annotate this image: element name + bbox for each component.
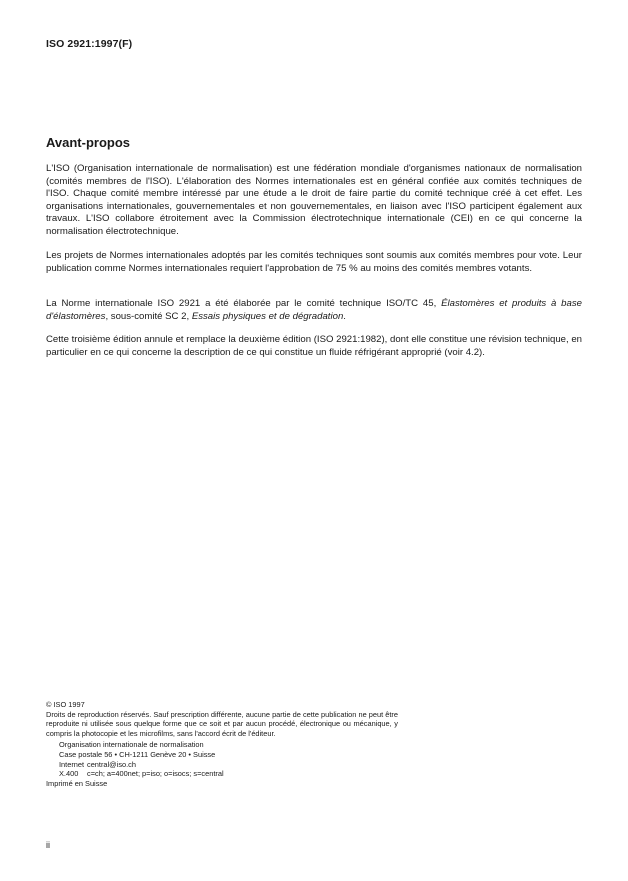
copyright-notice: © ISO 1997 (46, 700, 85, 709)
document-reference: ISO 2921:1997(F) (46, 38, 133, 50)
p3-text-end: . (343, 310, 346, 322)
x400-value: c=ch; a=400net; p=iso; o=isocs; s=central (87, 769, 224, 779)
p3-text-start: La Norme internationale ISO 2921 a été élaborée par le comité technique ISO/TC 45, (46, 298, 442, 309)
section-title: Avant-propos (46, 135, 131, 150)
subcommittee-title: Essais physiques et de dégradation (191, 310, 344, 322)
p3-text-mid: , sous-comité SC 2, (105, 310, 192, 322)
x400-row (59, 769, 398, 779)
page-number: ii (46, 840, 50, 850)
internet-value: central@iso.ch (87, 759, 136, 769)
rights-statement: Droits de reproduction réservés. Sauf prescription différente, aucune partie de cette publication ne peut être reproduite ni utilisée sous quelque forme que ce soit et par aucun procédé, électronique ou mécanique, y compris la photocopie et les microfilms, sans l'accord écrit de l'éditeur. (46, 709, 398, 738)
printed-in: Imprimé en Suisse (46, 778, 108, 788)
internet-row (59, 760, 398, 770)
foreword-paragraph-3 (46, 298, 582, 323)
foreword-paragraph-1: L'ISO (Organisation internationale de normalisation) est une fédération mondiale d'organismes nationaux de normalisation (comités membres de l'ISO). L'élaboration des Normes internationales est en général confiée aux comités techniques de l'ISO. Chaque comité membre intéressé par une étude a le droit de faire partie du comité technique créé à cet effet. Les organisations internationales, gouvernementales et non gouvernementales, en liaison avec l'ISO participent également aux travaux. L'ISO collabore étroitement avec la Commission électrotechnique internationale (CEI) en ce qui concerne la normalisation électrotechnique. (46, 163, 582, 237)
internet-label: Internet (59, 759, 85, 769)
copyright-block (46, 700, 398, 788)
foreword-paragraph-2: Les projets de Normes internationales adoptés par les comités techniques sont soumis aux comités membres pour vote. Leur publication comme Normes internationales requiert l'approbation de 75 % au moins des comités membres votants. (46, 250, 582, 274)
foreword-paragraph-4: Cette troisième édition annule et remplace la deuxième édition (ISO 2921:1982), dont elle constitue une révision technique, en particulier en ce qui concerne la description de ce qui constitue un fluide réfrigérant approprié (voir 4.2). (46, 334, 582, 358)
x400-label: X.400 (59, 769, 79, 779)
committee-title: Élastomères et produits à base d'élastomères (46, 298, 582, 322)
publisher-address (59, 740, 398, 778)
organization-name: Organisation internationale de normalisation (59, 740, 204, 750)
postal-address: Case postale 56 • CH-1211 Genève 20 • Suisse (59, 749, 216, 759)
